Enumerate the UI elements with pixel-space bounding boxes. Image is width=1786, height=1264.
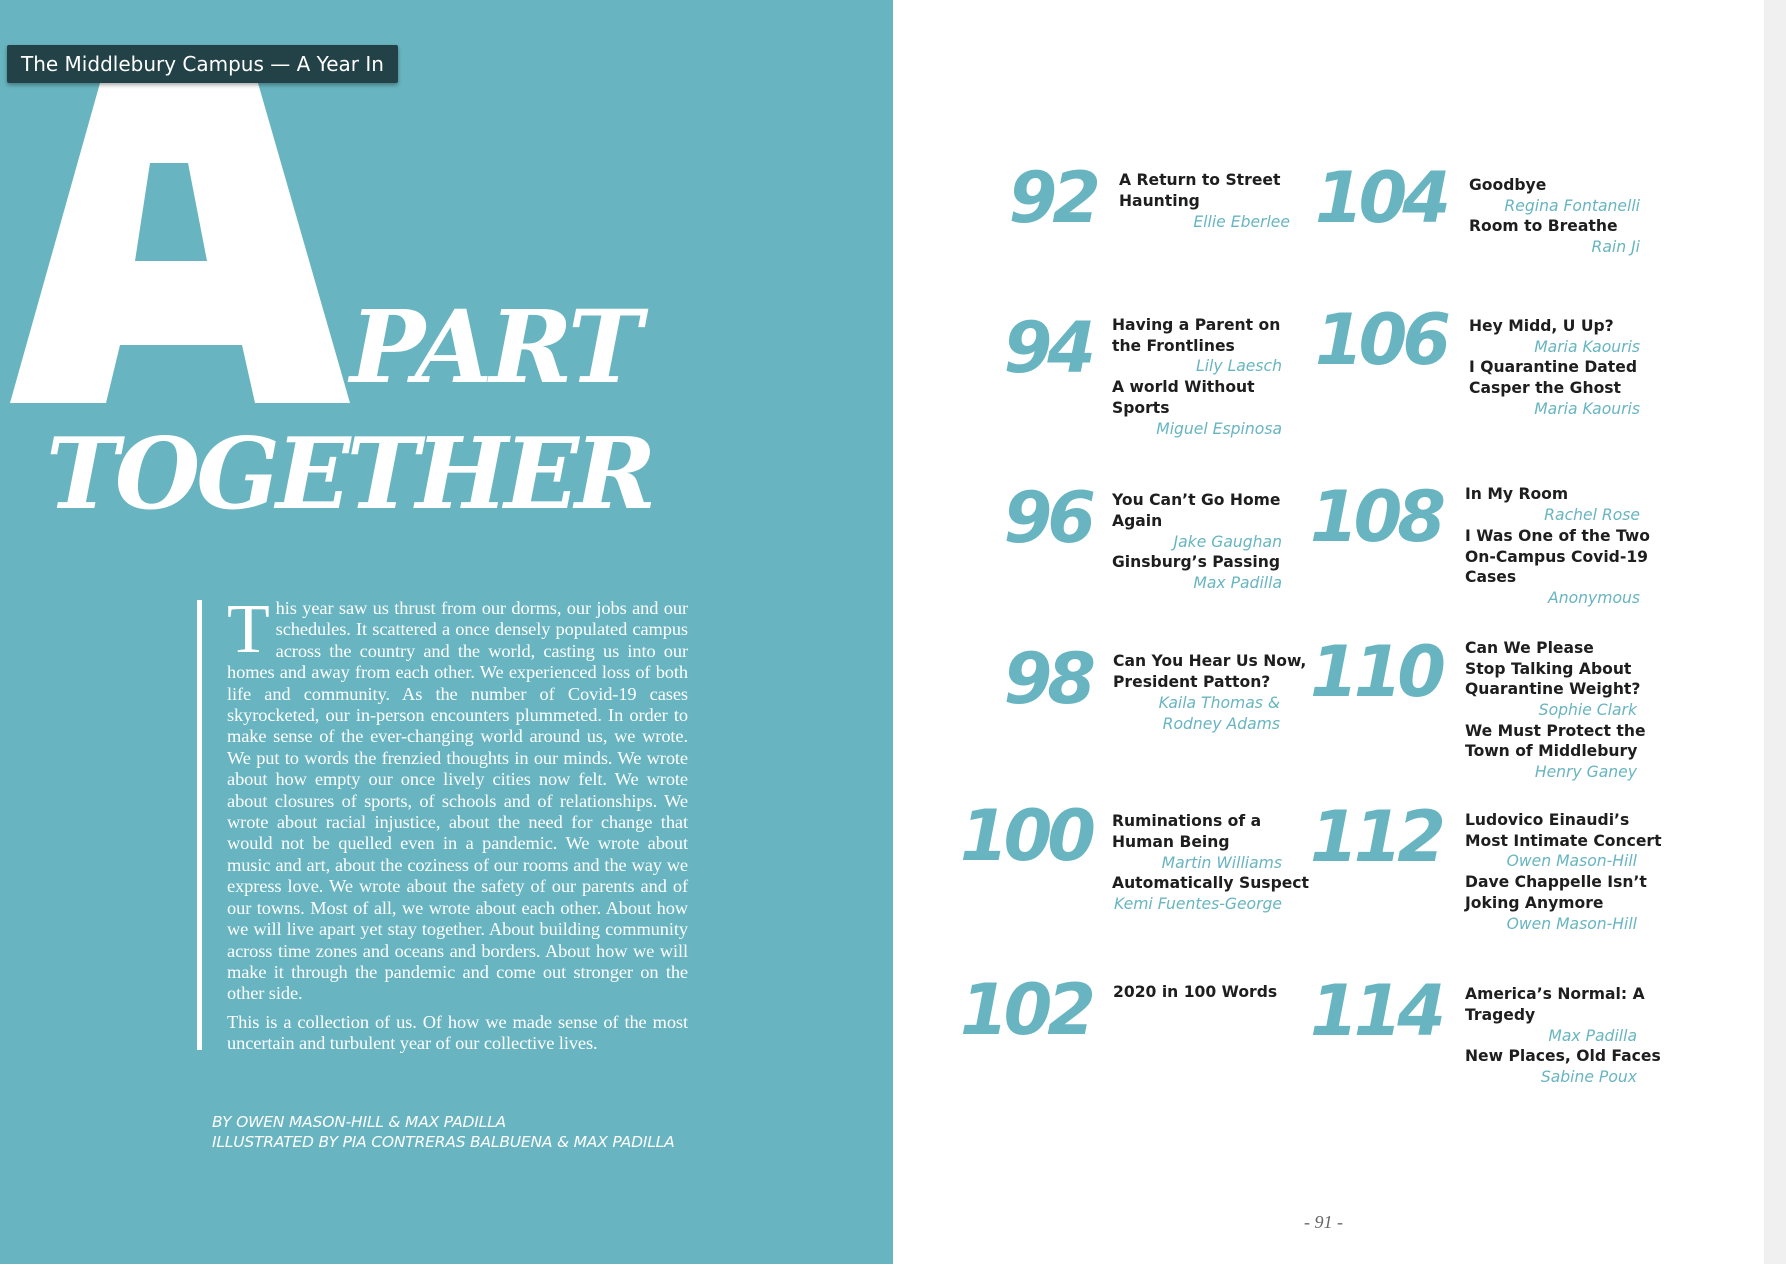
document-title-tab[interactable]: The Middlebury Campus — A Year In	[7, 45, 398, 83]
toc-entry-title[interactable]: 2020 in 100 Words	[1113, 983, 1278, 1001]
toc-entry-title[interactable]: Can We Please	[1465, 639, 1594, 657]
toc-entry-title[interactable]: Stop Talking About	[1465, 660, 1632, 678]
toc-entry-author: Regina Fontanelli	[1504, 197, 1640, 215]
toc-entry-author: Kaila Thomas &	[1158, 694, 1280, 712]
title-together: TOGETHER	[46, 417, 653, 532]
toc-entry-author: Owen Mason-Hill	[1506, 915, 1637, 933]
toc-entry-title[interactable]: Joking Anymore	[1465, 894, 1604, 912]
toc-entry-author: Martin Williams	[1161, 854, 1282, 872]
toc-page-number: 110	[1309, 631, 1441, 713]
toc-entry-author: Owen Mason-Hill	[1506, 852, 1637, 870]
toc-entry-author: Ellie Eberlee	[1193, 213, 1290, 231]
toc-entry-author: Miguel Espinosa	[1156, 420, 1282, 438]
toc-entry-title[interactable]: Casper the Ghost	[1469, 379, 1622, 397]
toc-entry-author: Henry Ganey	[1534, 763, 1637, 781]
toc-entry-title[interactable]: Sports	[1112, 399, 1170, 417]
toc-entry-title[interactable]: Quarantine Weight?	[1465, 680, 1641, 698]
toc-entry-title[interactable]: You Can’t Go Home	[1112, 491, 1281, 509]
toc-entry-title[interactable]: I Was One of the Two	[1465, 527, 1650, 545]
intro-body	[227, 591, 688, 1055]
toc-entry-title[interactable]: Hey Midd, U Up?	[1469, 317, 1614, 335]
byline-illustrators: ILLUSTRATED BY PIA CONTRERAS BALBUENA & MAX PADILLA	[212, 1133, 675, 1151]
toc-entry-author: Jake Gaughan	[1173, 533, 1282, 551]
toc-entry-title[interactable]: A world Without	[1112, 378, 1255, 396]
toc-page-number: 114	[1309, 970, 1441, 1052]
toc-entry-title[interactable]: Town of Middlebury	[1465, 742, 1638, 760]
drop-cap: T	[227, 591, 270, 668]
page-number: - 91 -	[1304, 1212, 1343, 1232]
toc-entry-title[interactable]: Tragedy	[1465, 1006, 1536, 1024]
toc-entry-author: Sophie Clark	[1538, 701, 1637, 719]
toc-entry-title[interactable]: Ludovico Einaudi’s	[1465, 811, 1630, 829]
toc-entry-title[interactable]: Room to Breathe	[1469, 217, 1618, 235]
toc-entry-title[interactable]: Ruminations of a	[1112, 812, 1262, 830]
toc-entry-title[interactable]: President Patton?	[1113, 673, 1271, 691]
toc-entry-title[interactable]: Having a Parent on	[1112, 316, 1281, 334]
toc-entry-title[interactable]: We Must Protect the	[1465, 722, 1646, 740]
viewer-margin	[1764, 0, 1786, 1264]
toc-entry-author: Max Padilla	[1193, 574, 1282, 592]
toc-entry-author: Max Padilla	[1548, 1027, 1637, 1045]
toc-entry-author: Anonymous	[1548, 589, 1640, 607]
toc-entry-title[interactable]: the Frontlines	[1112, 337, 1235, 355]
toc-entry-author: Kemi Fuentes-George	[1113, 895, 1282, 913]
toc-page-number: 102	[959, 969, 1091, 1051]
toc-entry-title[interactable]: Haunting	[1119, 192, 1200, 210]
intro-paragraph-1: This year saw us thrust from our dorms, our jobs and our schedules. It scattered a once densely populated campus across the country and the world, casting us into our homes and away from each other. We experienced loss of both life and community. As the number of Covid-19 cases skyrocketed, our in-person encounters plummeted. In order to make sense of the ever-changing world around us, we wrote. We put to words the frenzied thoughts in our minds. We wrote about how empty our once lively cities now felt. We wrote about closures of sports, of schools and of relationships. We wrote about racial injustice, about the need for change that would not be quelled even in a pandemic. We wrote about music and art, about the coziness of our rooms and the way we express love. We wrote about the safety of our parents and of our towns. Most of all, we wrote about each other. About how we will live apart yet stay together. About building community across time zones and oceans and borders. About how we will make it through the pandemic and come out stronger on the other side.	[227, 591, 688, 1004]
toc-page-number: 94	[1003, 307, 1091, 389]
toc-entry-author: Rodney Adams	[1162, 715, 1280, 733]
toc-page-number: 92	[1008, 157, 1096, 239]
toc-entry-author: Rain Ji	[1591, 238, 1640, 256]
toc-entry-title[interactable]: Ginsburg’s Passing	[1112, 553, 1280, 571]
toc-entry-title[interactable]: America’s Normal: A	[1465, 985, 1645, 1003]
toc-entry-author: Maria Kaouris	[1534, 400, 1640, 418]
toc-entry-title[interactable]: Human Being	[1112, 833, 1230, 851]
toc-entry-author: Rachel Rose	[1544, 506, 1640, 524]
toc-entry-title[interactable]: Can You Hear Us Now,	[1113, 652, 1307, 670]
toc-entry-title[interactable]: Automatically Suspect	[1112, 874, 1310, 892]
byline	[212, 1112, 675, 1152]
toc-entry-author: Maria Kaouris	[1534, 338, 1640, 356]
toc-entry-title[interactable]: In My Room	[1465, 485, 1569, 503]
toc-entry-title[interactable]: A Return to Street	[1119, 171, 1281, 189]
toc-entry-title[interactable]: Most Intimate Concert	[1465, 832, 1662, 850]
toc-entry-title[interactable]: Goodbye	[1469, 176, 1547, 194]
toc-page-number: 98	[1003, 638, 1091, 720]
toc-page-number: 112	[1309, 796, 1441, 878]
toc-page-number: 100	[959, 795, 1091, 877]
intro-vertical-rule	[197, 600, 202, 1050]
toc-entry-title[interactable]: I Quarantine Dated	[1469, 358, 1637, 376]
toc-entry-title[interactable]: Dave Chappelle Isn’t	[1465, 873, 1647, 891]
intro-paragraph-2: This is a collection of us. Of how we made sense of the most uncertain and turbulent year of our collective lives.	[227, 1011, 688, 1054]
toc-page-number: 96	[1003, 477, 1091, 559]
toc-entry-title[interactable]: On-Campus Covid-19	[1465, 548, 1649, 566]
toc-entry-title[interactable]: Again	[1112, 512, 1163, 530]
byline-authors: BY OWEN MASON-HILL & MAX PADILLA	[212, 1113, 506, 1131]
big-letter-a	[10, 83, 350, 403]
title-part: PART	[350, 288, 640, 406]
toc-page-number: 106	[1314, 299, 1446, 381]
toc-entry-author: Sabine Poux	[1540, 1068, 1637, 1086]
toc-entry-author: Lily Laesch	[1196, 357, 1282, 375]
toc-page-number: 108	[1309, 476, 1441, 558]
toc-entry-title[interactable]: Cases	[1465, 568, 1517, 586]
toc-page-number: 104	[1314, 157, 1446, 239]
toc-entry-title[interactable]: New Places, Old Faces	[1465, 1047, 1661, 1065]
